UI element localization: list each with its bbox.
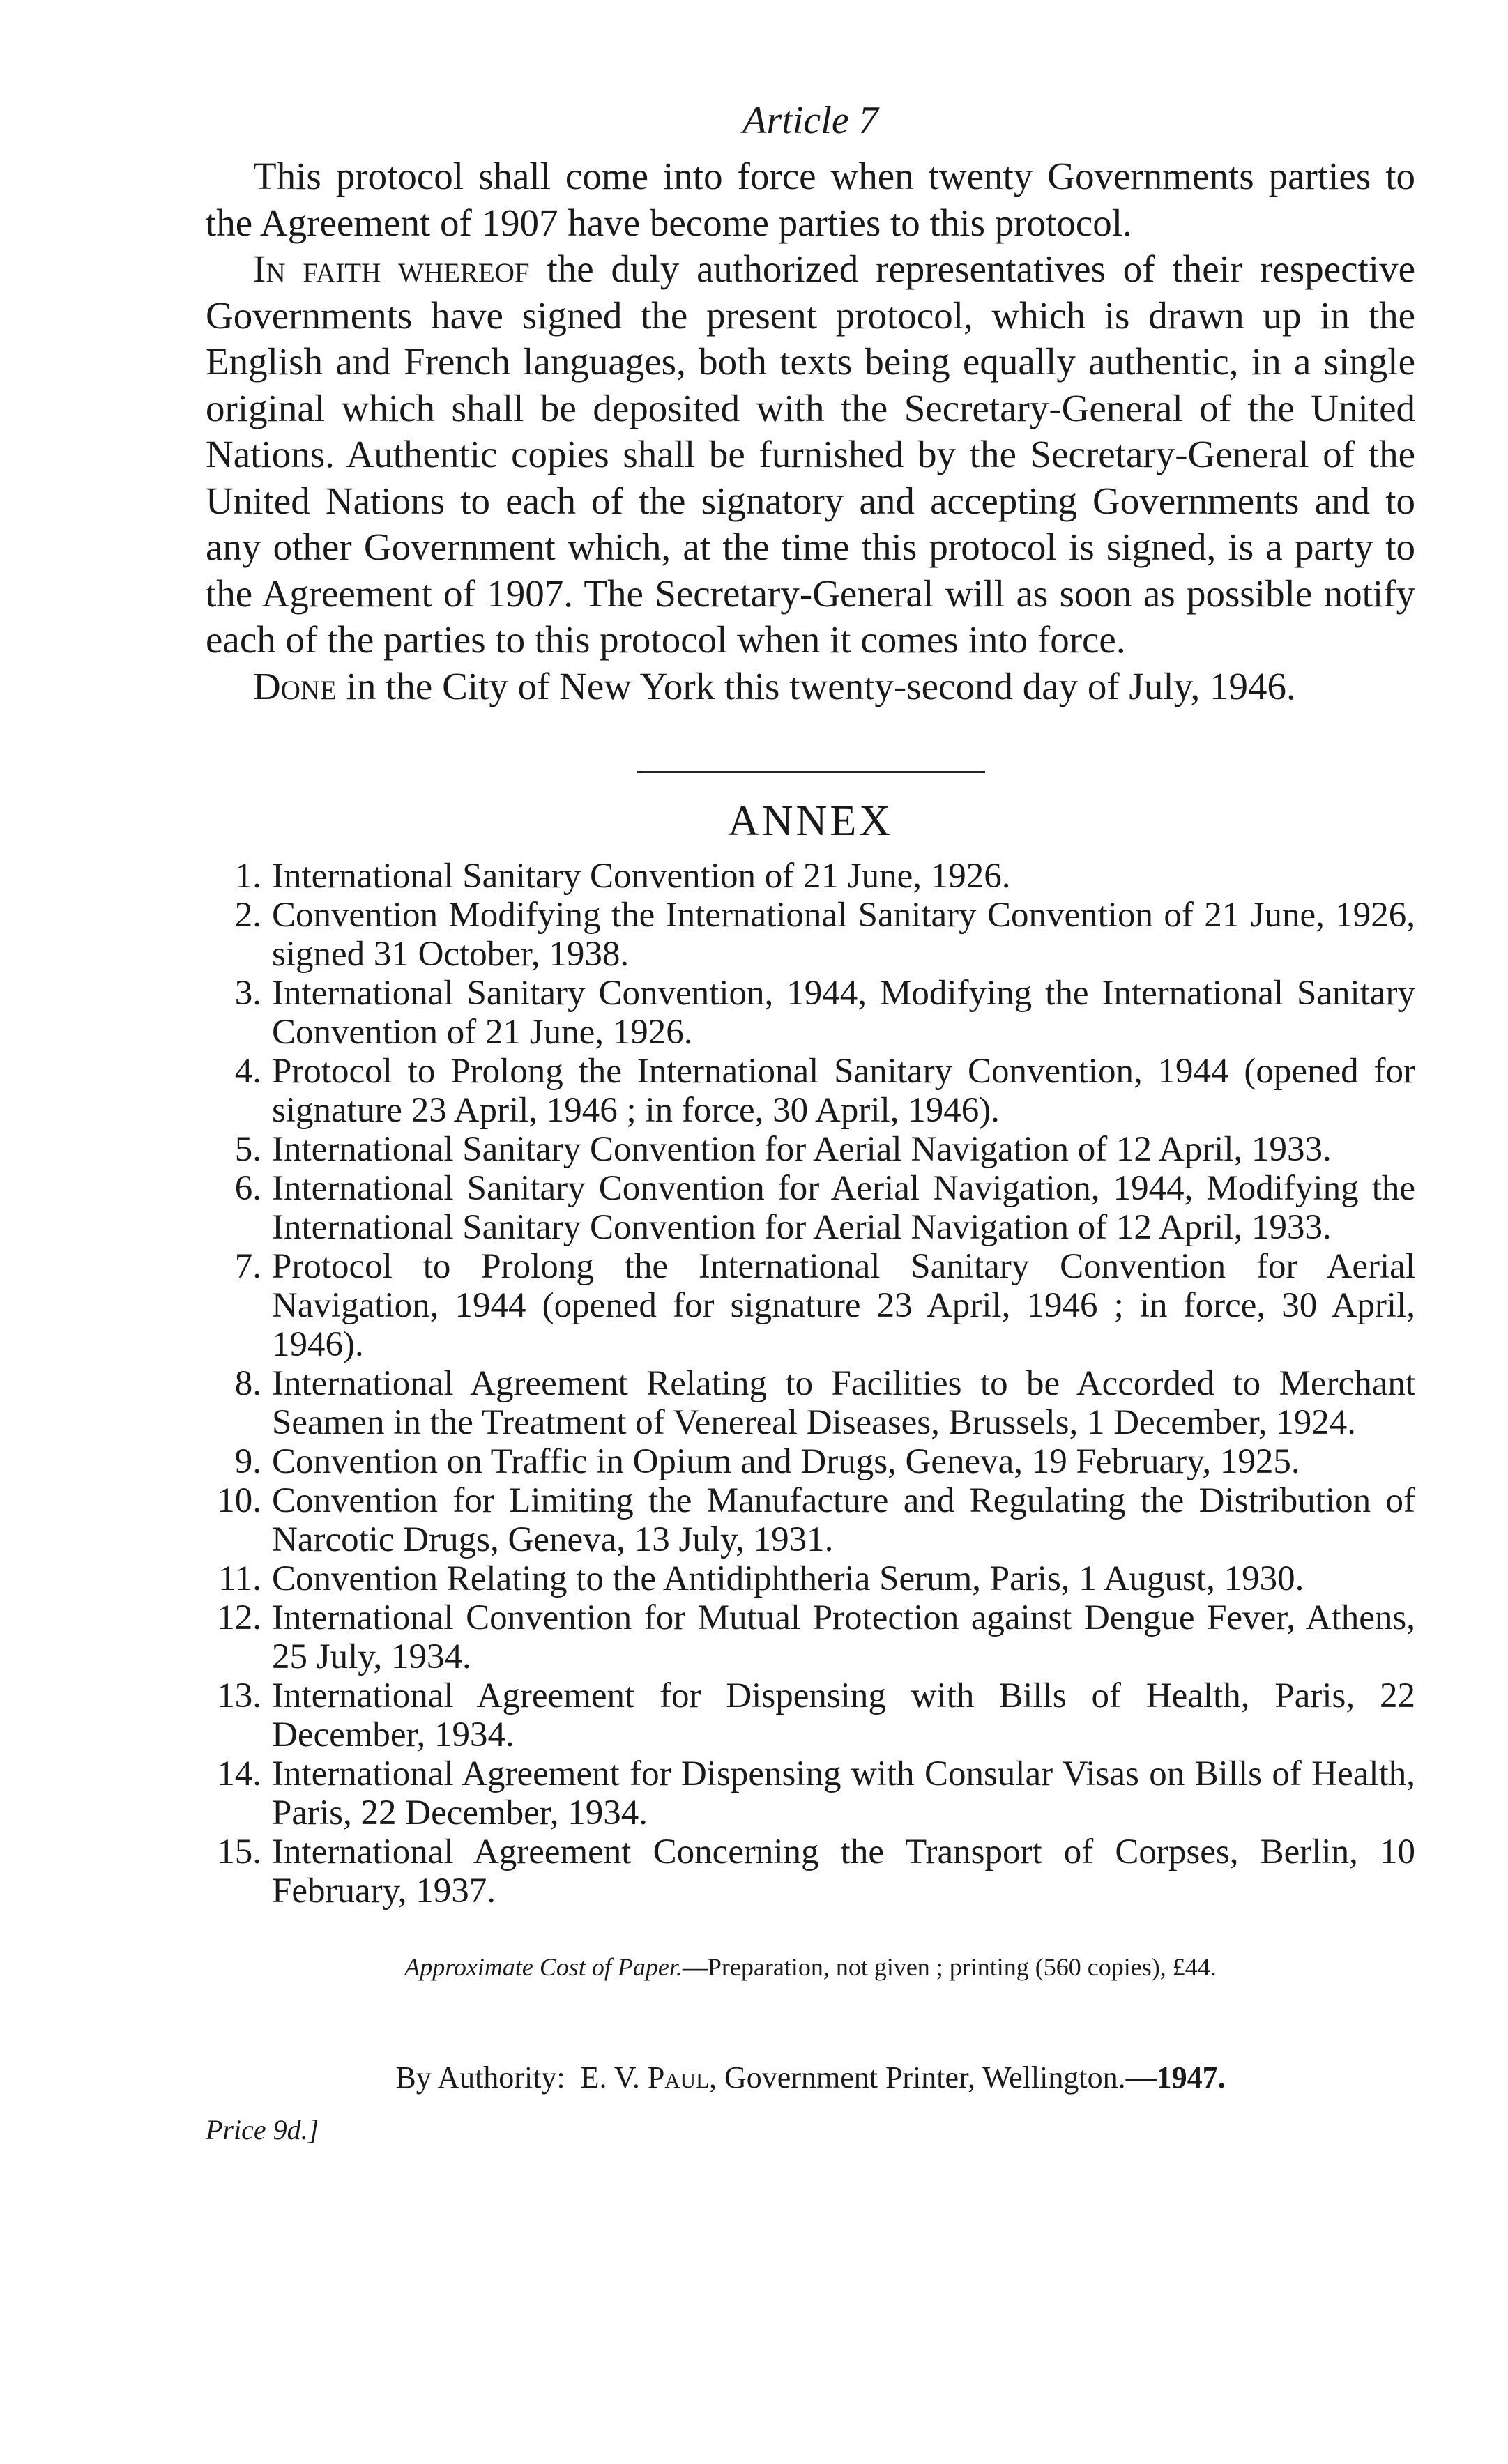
annex-item-number: 15.	[217, 1832, 261, 1872]
annex-list	[206, 857, 1415, 1911]
annex-item	[206, 974, 1415, 1052]
annex-item	[206, 1676, 1415, 1754]
printer-name: E. V. Paul,	[580, 2060, 717, 2095]
annex-item-text: International Sanitary Convention for Aerial Navigation, 1944, Modifying the International Sanitary Convention for Aerial Navigation of 12 April, 1933.	[272, 1169, 1415, 1247]
annex-item-text: International Agreement for Dispensing with Consular Visas on Bills of Health, Paris, 22 December, 1934.	[272, 1754, 1415, 1832]
annex-item-number: 4.	[234, 1052, 261, 1091]
annex-item-number: 14.	[217, 1754, 261, 1793]
annex-item-text: International Agreement Concerning the Transport of Corpses, Berlin, 10 February, 1937.	[272, 1832, 1415, 1911]
annex-item	[206, 896, 1415, 974]
price-note: Price 9d.]	[206, 2114, 319, 2145]
annex-item-text: International Convention for Mutual Protection against Dengue Fever, Athens, 25 July, 1934.	[272, 1598, 1415, 1676]
annex-item-number: 6.	[234, 1169, 261, 1208]
document-page	[206, 98, 1415, 2145]
annex-item-text: Protocol to Prolong the International Sanitary Convention, 1944 (opened for signature 23 April, 1946 ; in force, 30 April, 1946).	[272, 1052, 1415, 1130]
annex-item	[206, 1247, 1415, 1364]
annex-item-text: International Agreement Relating to Facilities to be Accorded to Merchant Seamen in the Treatment of Venereal Diseases, Brussels, 1 December, 1924.	[272, 1364, 1415, 1442]
annex-item-text: Protocol to Prolong the International Sanitary Convention for Aerial Navigation, 1944 (opened for signature 23 April, 1946 ; in force, 30 April, 1946).	[272, 1247, 1415, 1364]
annex-item-number: 9.	[234, 1442, 261, 1481]
annex-item-text: Convention on Traffic in Opium and Drugs, Geneva, 19 February, 1925.	[272, 1442, 1300, 1481]
article-paragraph-2-body: the duly authorized representatives of their respective Governments have signed the present protocol, which is drawn up in the English and French languages, both texts being equally authentic, in a single original which shall be deposited with the Secretary-General of the United Nations. Authentic copies shall be furnished by the Secretary-General of the United Nations to each of the signatory and accepting Governments and to any other Government which, at the time this protocol is signed, is a party to the Agreement of 1907. The Secretary-General will as soon as possible notify each of the parties to this protocol when it comes into force.	[206, 247, 1415, 661]
annex-item-number: 3.	[234, 974, 261, 1013]
annex-item-number: 13.	[217, 1676, 261, 1715]
annex-item	[206, 1754, 1415, 1832]
annex-item-number: 10.	[217, 1481, 261, 1520]
cost-of-paper-note	[206, 1952, 1415, 1982]
article-paragraph-2	[206, 246, 1415, 664]
annex-heading: ANNEX	[728, 797, 893, 845]
annex-item	[206, 1130, 1415, 1169]
imprint-year: —1947.	[1125, 2060, 1226, 2095]
in-faith-whereof-lead: In faith whereof	[253, 247, 530, 290]
annex-item-text: Convention Modifying the International Sanitary Convention of 21 June, 1926, signed 31 October, 1938.	[272, 896, 1415, 974]
done-lead: Done	[253, 664, 337, 707]
annex-item	[206, 857, 1415, 896]
article-paragraph-3-body: in the City of New York this twenty-second day of July, 1946.	[336, 664, 1296, 707]
annex-item-number: 12.	[217, 1598, 261, 1637]
printer-text: Government Printer, Wellington.	[717, 2060, 1126, 2095]
annex-item	[206, 1598, 1415, 1676]
annex-item	[206, 1481, 1415, 1559]
annex-item	[206, 1052, 1415, 1130]
annex-item	[206, 1169, 1415, 1247]
annex-item-text: International Sanitary Convention of 21 June, 1926.	[272, 857, 1011, 896]
annex-item	[206, 1559, 1415, 1598]
section-divider	[637, 771, 985, 773]
annex-item-number: 1.	[234, 857, 261, 896]
cost-label: Approximate Cost of Paper.	[404, 1953, 683, 1981]
annex-item-number: 11.	[218, 1559, 261, 1598]
annex-item	[206, 1364, 1415, 1442]
annex-item	[206, 1442, 1415, 1481]
article-paragraph-3	[206, 664, 1415, 710]
annex-item-text: International Sanitary Convention for Aerial Navigation of 12 April, 1933.	[272, 1130, 1332, 1169]
article-heading: Article 7	[742, 99, 878, 142]
annex-item-text: International Agreement for Dispensing with Bills of Health, Paris, 22 December, 1934.	[272, 1676, 1415, 1754]
annex-item-number: 5.	[234, 1130, 261, 1169]
cost-text: —Preparation, not given ; printing (560 copies), £44.	[682, 1953, 1217, 1981]
annex-item-text: Convention for Limiting the Manufacture and Regulating the Distribution of Narcotic Drugs, Geneva, 13 July, 1931.	[272, 1481, 1415, 1559]
annex-item-number: 8.	[234, 1364, 261, 1403]
annex-item-text: Convention Relating to the Antidiphtheria Serum, Paris, 1 August, 1930.	[272, 1559, 1304, 1598]
annex-item-number: 7.	[234, 1247, 261, 1286]
article-paragraph-1: This protocol shall come into force when twenty Governments parties to the Agreement of 1907 have become parties to this protocol.	[206, 155, 1415, 244]
authority-imprint	[206, 2060, 1415, 2095]
authority-prefix: By Authority:	[395, 2060, 565, 2095]
annex-item-number: 2.	[234, 896, 261, 935]
annex-item	[206, 1832, 1415, 1911]
annex-item-text: International Sanitary Convention, 1944, Modifying the International Sanitary Convention of 21 June, 1926.	[272, 974, 1415, 1052]
